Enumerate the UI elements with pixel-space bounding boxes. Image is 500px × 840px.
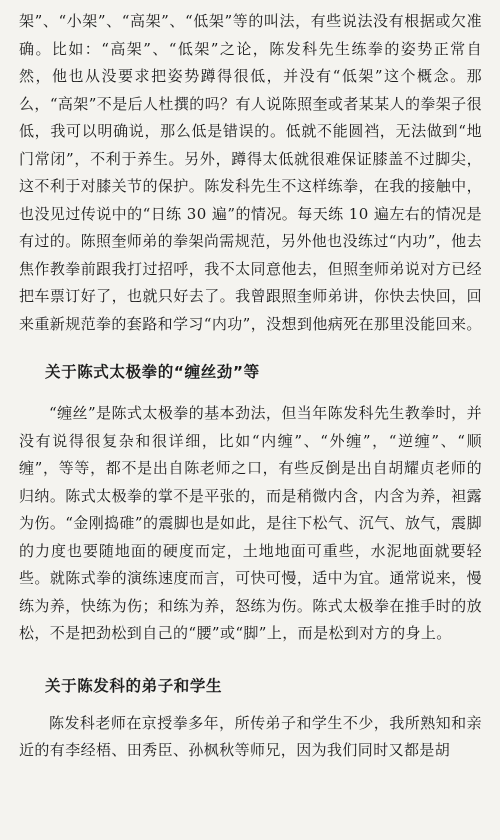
body-paragraph-3: 陈发科老师在京授拳多年，所传弟子和学生不少，我所熟知和亲近的有李经梧、田秀臣、孙枫秋等师兄，因为我们同时又都是胡 — [19, 713, 482, 759]
section-heading-chansi: 关于陈式太极拳的“缠丝劲”等 — [45, 363, 260, 381]
body-paragraph-1: 架”、“小架”、“高架”、“低架”等的叫法，有些说法没有根据或欠准确。比如：“高架”、“低架”之论，陈发科先生练拳的姿势正常自然，他也从没要求把姿势蹲得很低，并没有“低架”这个概念。那么，“高架”不是后人杜撰的吗？有人说陈照奎或者某某人的拳架子很低，我可以明确说，那么低是错误的。低就不能圆裆，无法做到“地门常闭”，不利于养生。另外，蹲得太低就很难保证膝盖不过脚尖，这不利于对膝关节的保护。陈发科先生不这样练拳，在我的接触中，也没见过传说中的“日练 30 遍”的情况。每天练 10 遍左右的情况是有过的。陈照奎师弟的拳架尚需规范，另外他也没练过“内功”，他去焦作教拳前跟我打过招呼，我不太同意他去，但照奎师弟说对方已经把车票订好了，也就只好去了。我曾跟照奎师弟讲，你快去快回，回来重新规范拳的套路和学习“内功”，没想到他病死在那里没能回来。 — [19, 12, 482, 333]
body-paragraph-2: “缠丝”是陈式太极拳的基本劲法，但当年陈发科先生教拳时，并没有说得很复杂和很详细，比如“内缠”、“外缠”，“逆缠”、“顺缠”，等等，都不是出自陈老师之口，有些反倒是出自胡耀贞老师的归纳。陈式太极拳的掌不是平张的，而是稍微内含，内含为养，袒露为伤。“金刚捣碓”的震脚也是如此，是往下松气、沉气、放气，震脚的力度也要随地面的硬度而定，土地地面可重些，水泥地面就要轻些。就陈式拳的演练速度而言，可快可慢，适中为宜。通常说来，慢练为养，快练为伤；和练为养，怒练为伤。陈式太极拳在推手时的放松，不是把劲松到自己的“腰”或“脚”上，而是松到对方的身上。 — [19, 404, 482, 642]
section-heading-disciples: 关于陈发科的弟子和学生 — [45, 676, 223, 695]
